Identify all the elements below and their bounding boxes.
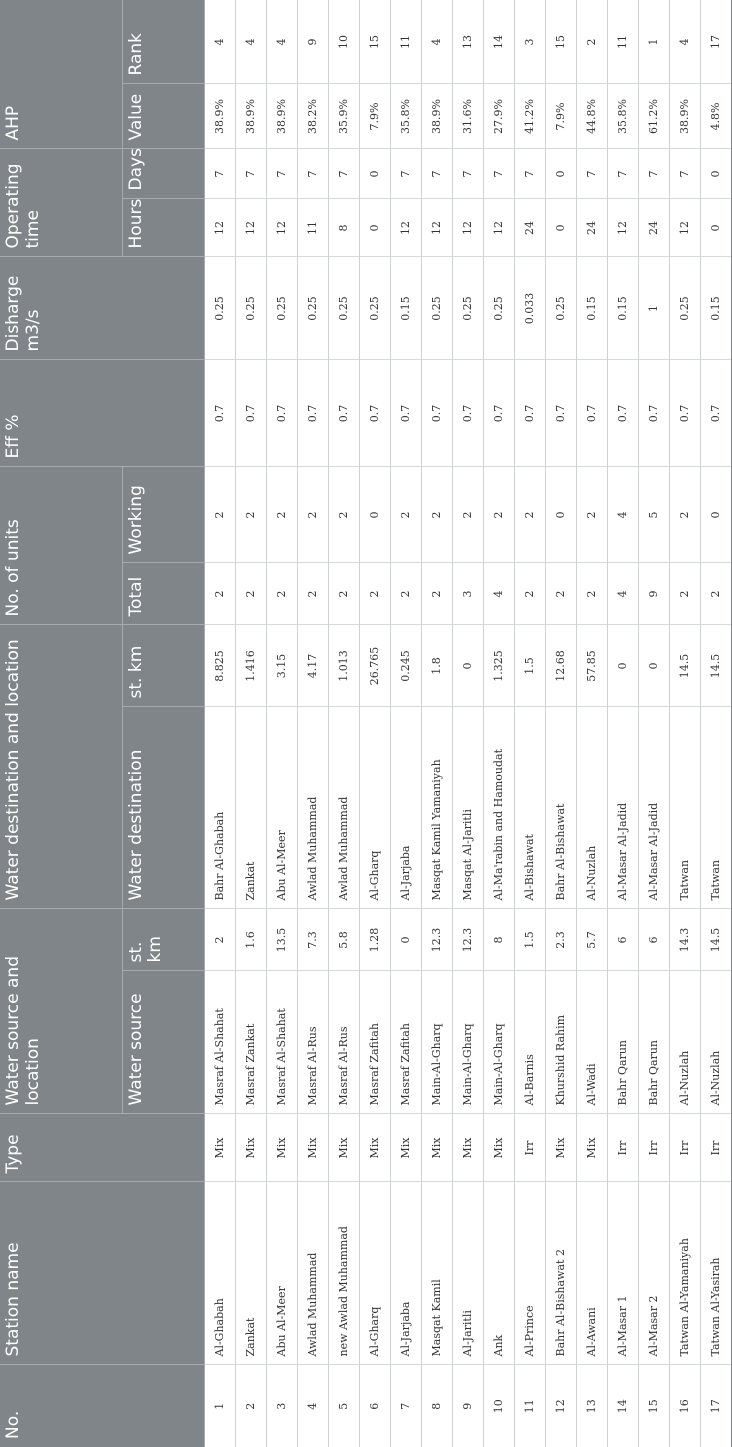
cell-ahp-value: 61.2% (638, 84, 669, 149)
table-row (483, 0, 514, 1447)
cell-type: Irr (514, 1114, 545, 1182)
cell-no: 1 (204, 1365, 235, 1447)
cell-no: 13 (576, 1365, 607, 1447)
cell-destination-st-km: 12.68 (545, 625, 576, 707)
header-value: Value (122, 84, 204, 149)
cell-working-units: 2 (483, 467, 514, 563)
cell-no: 15 (638, 1365, 669, 1447)
table-row (452, 0, 483, 1447)
cell-hours: 0 (545, 199, 576, 257)
cell-no: 8 (421, 1365, 452, 1447)
cell-water-destination: Zankat (235, 707, 266, 909)
table-row (266, 0, 297, 1447)
cell-hours: 24 (514, 199, 545, 257)
cell-no: 6 (359, 1365, 390, 1447)
cell-type: Mix (545, 1114, 576, 1182)
cell-ahp-value: 38.9% (669, 84, 700, 149)
header-water-source: Water source (122, 971, 204, 1114)
header-water-destination-location: Water destination and location (0, 625, 122, 909)
cell-discharge: 0.25 (545, 257, 576, 360)
cell-hours: 12 (483, 199, 514, 257)
cell-working-units: 2 (297, 467, 328, 563)
cell-ahp-rank: 15 (359, 0, 390, 84)
cell-station-name: Bahr Al-Bishawat 2 (545, 1182, 576, 1365)
cell-station-name: Tatwan Al-Yamaniyah (669, 1182, 700, 1365)
cell-total-units: 3 (452, 563, 483, 625)
cell-water-source: Al-Wadi (576, 971, 607, 1114)
cell-destination-st-km: 0 (607, 625, 638, 707)
cell-type: Mix (421, 1114, 452, 1182)
cell-working-units: 5 (638, 467, 669, 563)
cell-discharge: 0.25 (328, 257, 359, 360)
cell-no: 9 (452, 1365, 483, 1447)
cell-total-units: 2 (669, 563, 700, 625)
cell-destination-st-km: 1.325 (483, 625, 514, 707)
header-discharge: Disharge m3/s (0, 257, 204, 360)
cell-no: 5 (328, 1365, 359, 1447)
cell-ahp-rank: 11 (607, 0, 638, 84)
header-days: Days (122, 149, 204, 199)
cell-water-source: Main-Al-Gharq (421, 971, 452, 1114)
cell-total-units: 2 (204, 563, 235, 625)
cell-hours: 24 (576, 199, 607, 257)
cell-water-source: Masraf Zafitah (390, 971, 421, 1114)
cell-ahp-rank: 4 (235, 0, 266, 84)
cell-discharge: 0.25 (421, 257, 452, 360)
cell-ahp-value: 7.9% (545, 84, 576, 149)
cell-days: 7 (514, 149, 545, 199)
cell-hours: 12 (266, 199, 297, 257)
cell-station-name: Al-Masar 2 (638, 1182, 669, 1365)
cell-days: 7 (669, 149, 700, 199)
cell-hours: 24 (638, 199, 669, 257)
cell-total-units: 2 (545, 563, 576, 625)
cell-source-st-km: 1.28 (359, 909, 390, 971)
cell-efficiency: 0.7 (297, 360, 328, 467)
cell-efficiency: 0.7 (669, 360, 700, 467)
cell-type: Mix (576, 1114, 607, 1182)
cell-destination-st-km: 1.013 (328, 625, 359, 707)
header-ahp: AHP (0, 0, 122, 149)
cell-total-units: 2 (700, 563, 731, 625)
cell-days: 7 (328, 149, 359, 199)
cell-destination-st-km: 4.17 (297, 625, 328, 707)
cell-days: 0 (700, 149, 731, 199)
cell-total-units: 2 (297, 563, 328, 625)
cell-efficiency: 0.7 (607, 360, 638, 467)
header-source-st-km: st. km (122, 909, 204, 971)
cell-hours: 12 (607, 199, 638, 257)
cell-working-units: 2 (328, 467, 359, 563)
cell-water-destination: Al-Nuzlah (576, 707, 607, 909)
cell-water-source: Masraf Zankat (235, 971, 266, 1114)
cell-ahp-value: 38.9% (266, 84, 297, 149)
cell-water-source: Masraf Al-Rus (297, 971, 328, 1114)
cell-efficiency: 0.7 (266, 360, 297, 467)
cell-station-name: Awlad Muhammad (297, 1182, 328, 1365)
cell-working-units: 0 (700, 467, 731, 563)
cell-working-units: 2 (514, 467, 545, 563)
table-row (607, 0, 638, 1447)
cell-hours: 12 (421, 199, 452, 257)
cell-ahp-value: 38.2% (297, 84, 328, 149)
cell-destination-st-km: 1.416 (235, 625, 266, 707)
cell-ahp-value: 44.8% (576, 84, 607, 149)
cell-station-name: Al-Gharq (359, 1182, 390, 1365)
cell-discharge: 0.15 (576, 257, 607, 360)
cell-ahp-value: 38.9% (421, 84, 452, 149)
cell-days: 7 (452, 149, 483, 199)
cell-days: 7 (266, 149, 297, 199)
table-row (297, 0, 328, 1447)
cell-days: 7 (204, 149, 235, 199)
header-operating-time: Operating time (0, 149, 122, 257)
cell-efficiency: 0.7 (514, 360, 545, 467)
header-rank: Rank (122, 0, 204, 84)
cell-type: Mix (328, 1114, 359, 1182)
cell-water-destination: Al-Masar Al-Jadid (638, 707, 669, 909)
cell-total-units: 2 (266, 563, 297, 625)
cell-water-destination: Bahr Al-Ghabah (204, 707, 235, 909)
cell-hours: 12 (669, 199, 700, 257)
cell-water-source: Main-Al-Gharq (452, 971, 483, 1114)
cell-no: 4 (297, 1365, 328, 1447)
cell-working-units: 2 (266, 467, 297, 563)
cell-water-destination: Al-Bishawat (514, 707, 545, 909)
cell-type: Irr (638, 1114, 669, 1182)
cell-ahp-rank: 4 (204, 0, 235, 84)
cell-ahp-value: 35.8% (607, 84, 638, 149)
cell-destination-st-km: 1.5 (514, 625, 545, 707)
cell-water-source: Masraf Al-Shahat (204, 971, 235, 1114)
cell-water-destination: Awlad Muhammad (328, 707, 359, 909)
cell-discharge: 0.25 (452, 257, 483, 360)
cell-water-source: Al-Nuzlah (669, 971, 700, 1114)
cell-water-destination: Tatwan (669, 707, 700, 909)
table-row (421, 0, 452, 1447)
cell-type: Irr (700, 1114, 731, 1182)
cell-source-st-km: 6 (638, 909, 669, 971)
cell-source-st-km: 2 (204, 909, 235, 971)
cell-destination-st-km: 0.245 (390, 625, 421, 707)
cell-discharge: 0.15 (607, 257, 638, 360)
cell-destination-st-km: 0 (638, 625, 669, 707)
cell-station-name: Tatwan Al-Yasirah (700, 1182, 731, 1365)
cell-hours: 0 (700, 199, 731, 257)
cell-hours: 12 (204, 199, 235, 257)
cell-days: 0 (545, 149, 576, 199)
cell-source-st-km: 5.8 (328, 909, 359, 971)
cell-days: 7 (297, 149, 328, 199)
cell-working-units: 2 (452, 467, 483, 563)
cell-water-destination: Masqat Al-Jaritli (452, 707, 483, 909)
cell-no: 14 (607, 1365, 638, 1447)
cell-total-units: 2 (421, 563, 452, 625)
table-row (235, 0, 266, 1447)
cell-ahp-rank: 4 (421, 0, 452, 84)
cell-water-source: Al-Barnis (514, 971, 545, 1114)
table-row (328, 0, 359, 1447)
cell-hours: 11 (297, 199, 328, 257)
table-row (700, 0, 731, 1447)
cell-discharge: 1 (638, 257, 669, 360)
cell-working-units: 2 (669, 467, 700, 563)
cell-working-units: 2 (204, 467, 235, 563)
cell-source-st-km: 1.5 (514, 909, 545, 971)
cell-ahp-rank: 2 (576, 0, 607, 84)
cell-water-destination: Al-Ma'rabin and Hamoudat (483, 707, 514, 909)
table-row (359, 0, 390, 1447)
cell-no: 17 (700, 1365, 731, 1447)
cell-total-units: 2 (576, 563, 607, 625)
table-row (545, 0, 576, 1447)
cell-water-source: Bahr Qarun (638, 971, 669, 1114)
cell-ahp-rank: 14 (483, 0, 514, 84)
header-working: Working (122, 467, 204, 563)
cell-no: 7 (390, 1365, 421, 1447)
cell-working-units: 0 (545, 467, 576, 563)
cell-source-st-km: 12.3 (421, 909, 452, 971)
table-row (514, 0, 545, 1447)
cell-discharge: 0.25 (297, 257, 328, 360)
cell-station-name: new Awlad Muhammad (328, 1182, 359, 1365)
cell-type: Mix (235, 1114, 266, 1182)
table-row (638, 0, 669, 1447)
cell-total-units: 2 (390, 563, 421, 625)
cell-station-name: Al-Awani (576, 1182, 607, 1365)
cell-efficiency: 0.7 (421, 360, 452, 467)
cell-efficiency: 0.7 (204, 360, 235, 467)
cell-ahp-value: 38.9% (235, 84, 266, 149)
cell-working-units: 4 (607, 467, 638, 563)
cell-ahp-value: 35.8% (390, 84, 421, 149)
cell-efficiency: 0.7 (452, 360, 483, 467)
cell-discharge: 0.25 (359, 257, 390, 360)
cell-type: Mix (297, 1114, 328, 1182)
cell-efficiency: 0.7 (576, 360, 607, 467)
table-row (390, 0, 421, 1447)
cell-source-st-km: 7.3 (297, 909, 328, 971)
cell-total-units: 4 (483, 563, 514, 625)
table-row (669, 0, 700, 1447)
cell-destination-st-km: 8.825 (204, 625, 235, 707)
cell-discharge: 0.25 (483, 257, 514, 360)
cell-days: 7 (421, 149, 452, 199)
cell-destination-st-km: 14.5 (700, 625, 731, 707)
cell-total-units: 2 (514, 563, 545, 625)
cell-no: 16 (669, 1365, 700, 1447)
cell-station-name: Al-Jarjaba (390, 1182, 421, 1365)
cell-days: 7 (235, 149, 266, 199)
cell-ahp-value: 31.6% (452, 84, 483, 149)
cell-efficiency: 0.7 (328, 360, 359, 467)
cell-no: 12 (545, 1365, 576, 1447)
cell-ahp-value: 35.9% (328, 84, 359, 149)
cell-efficiency: 0.7 (545, 360, 576, 467)
cell-water-destination: Awlad Muhammad (297, 707, 328, 909)
cell-efficiency: 0.7 (390, 360, 421, 467)
cell-type: Irr (607, 1114, 638, 1182)
cell-destination-st-km: 1.8 (421, 625, 452, 707)
cell-working-units: 2 (576, 467, 607, 563)
cell-working-units: 0 (359, 467, 390, 563)
cell-source-st-km: 0 (390, 909, 421, 971)
cell-water-destination: Tatwan (700, 707, 731, 909)
cell-destination-st-km: 26.765 (359, 625, 390, 707)
cell-water-destination: Al-Masar Al-Jadid (607, 707, 638, 909)
cell-water-source: Masraf Al-Rus (328, 971, 359, 1114)
cell-station-name: Al-Ghabah (204, 1182, 235, 1365)
table-row (204, 0, 235, 1447)
header-station-name: Station name (0, 1182, 204, 1365)
cell-discharge: 0.15 (390, 257, 421, 360)
header-water-source-location: Water source and location (0, 909, 122, 1114)
cell-efficiency: 0.7 (638, 360, 669, 467)
header-no-units: No. of units (0, 467, 122, 625)
cell-station-name: Abu Al-Meer (266, 1182, 297, 1365)
cell-water-source: Masraf Zafitah (359, 971, 390, 1114)
cell-ahp-rank: 17 (700, 0, 731, 84)
cell-water-source: Al-Nuzlah (700, 971, 731, 1114)
cell-water-source: Bahr Qarun (607, 971, 638, 1114)
cell-station-name: Masqat Kamil (421, 1182, 452, 1365)
cell-source-st-km: 14.5 (700, 909, 731, 971)
cell-working-units: 2 (390, 467, 421, 563)
cell-station-name: Al-Masar 1 (607, 1182, 638, 1365)
cell-ahp-value: 4.8% (700, 84, 731, 149)
cell-total-units: 2 (359, 563, 390, 625)
cell-type: Mix (266, 1114, 297, 1182)
cell-discharge: 0.033 (514, 257, 545, 360)
cell-water-destination: Masqat Kamil Yamaniyah (421, 707, 452, 909)
cell-ahp-value: 27.9% (483, 84, 514, 149)
table-row (576, 0, 607, 1447)
cell-type: Irr (669, 1114, 700, 1182)
cell-ahp-rank: 11 (390, 0, 421, 84)
cell-water-source: Masraf Al-Shahat (266, 971, 297, 1114)
cell-ahp-rank: 9 (297, 0, 328, 84)
cell-destination-st-km: 57.85 (576, 625, 607, 707)
cell-water-destination: Abu Al-Meer (266, 707, 297, 909)
cell-efficiency: 0.7 (700, 360, 731, 467)
cell-no: 3 (266, 1365, 297, 1447)
header-eff: Eff % (0, 360, 204, 467)
cell-source-st-km: 14.3 (669, 909, 700, 971)
cell-discharge: 0.15 (700, 257, 731, 360)
cell-ahp-rank: 13 (452, 0, 483, 84)
cell-water-destination: Al-Gharq (359, 707, 390, 909)
cell-source-st-km: 13.5 (266, 909, 297, 971)
cell-hours: 12 (390, 199, 421, 257)
cell-water-source: Khurshid Rahim (545, 971, 576, 1114)
cell-source-st-km: 2.3 (545, 909, 576, 971)
cell-type: Mix (452, 1114, 483, 1182)
cell-station-name: Zankat (235, 1182, 266, 1365)
cell-ahp-rank: 4 (669, 0, 700, 84)
cell-discharge: 0.25 (266, 257, 297, 360)
cell-water-source: Main-Al-Gharq (483, 971, 514, 1114)
cell-efficiency: 0.7 (235, 360, 266, 467)
header-no: No. (0, 1365, 204, 1447)
table-body (204, 0, 731, 1447)
cell-ahp-rank: 4 (266, 0, 297, 84)
table-header (0, 0, 204, 1447)
cell-type: Mix (359, 1114, 390, 1182)
cell-total-units: 2 (235, 563, 266, 625)
cell-hours: 0 (359, 199, 390, 257)
cell-ahp-value: 7.9% (359, 84, 390, 149)
cell-type: Mix (204, 1114, 235, 1182)
cell-source-st-km: 5.7 (576, 909, 607, 971)
cell-total-units: 9 (638, 563, 669, 625)
header-hours: Hours (122, 199, 204, 257)
cell-total-units: 2 (328, 563, 359, 625)
cell-destination-st-km: 0 (452, 625, 483, 707)
cell-working-units: 2 (421, 467, 452, 563)
header-destination-st-km: st. km (122, 625, 204, 707)
cell-source-st-km: 8 (483, 909, 514, 971)
cell-days: 7 (638, 149, 669, 199)
cell-type: Mix (483, 1114, 514, 1182)
cell-ahp-rank: 15 (545, 0, 576, 84)
cell-no: 10 (483, 1365, 514, 1447)
cell-hours: 12 (235, 199, 266, 257)
cell-hours: 8 (328, 199, 359, 257)
cell-source-st-km: 12.3 (452, 909, 483, 971)
cell-days: 7 (390, 149, 421, 199)
cell-efficiency: 0.7 (359, 360, 390, 467)
cell-destination-st-km: 14.5 (669, 625, 700, 707)
cell-destination-st-km: 3.15 (266, 625, 297, 707)
cell-no: 11 (514, 1365, 545, 1447)
cell-source-st-km: 6 (607, 909, 638, 971)
cell-ahp-rank: 10 (328, 0, 359, 84)
cell-discharge: 0.25 (669, 257, 700, 360)
cell-station-name: Ank (483, 1182, 514, 1365)
cell-days: 0 (359, 149, 390, 199)
cell-water-destination: Al-Jarjaba (390, 707, 421, 909)
header-water-destination: Water destination (122, 707, 204, 909)
header-type: Type (0, 1114, 204, 1182)
cell-days: 7 (576, 149, 607, 199)
cell-ahp-rank: 3 (514, 0, 545, 84)
cell-working-units: 2 (235, 467, 266, 563)
cell-ahp-rank: 1 (638, 0, 669, 84)
cell-no: 2 (235, 1365, 266, 1447)
cell-days: 7 (607, 149, 638, 199)
cell-days: 7 (483, 149, 514, 199)
header-total: Total (122, 563, 204, 625)
cell-source-st-km: 1.6 (235, 909, 266, 971)
cell-ahp-value: 38.9% (204, 84, 235, 149)
cell-type: Mix (390, 1114, 421, 1182)
cell-station-name: Al-Jaritli (452, 1182, 483, 1365)
cell-discharge: 0.25 (235, 257, 266, 360)
cell-discharge: 0.25 (204, 257, 235, 360)
cell-station-name: Al-Prince (514, 1182, 545, 1365)
cell-ahp-value: 41.2% (514, 84, 545, 149)
cell-total-units: 4 (607, 563, 638, 625)
cell-hours: 12 (452, 199, 483, 257)
cell-water-destination: Bahr Al-Bishawat (545, 707, 576, 909)
cell-efficiency: 0.7 (483, 360, 514, 467)
